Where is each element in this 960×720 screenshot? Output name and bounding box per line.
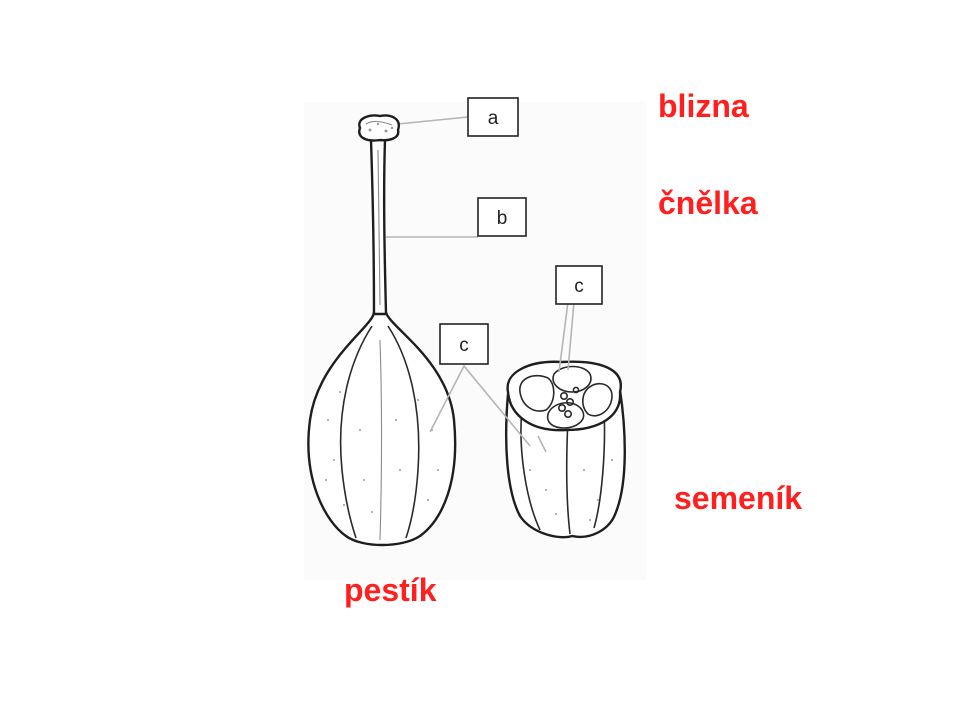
leader-line-a	[398, 117, 468, 124]
stigma-dot	[369, 129, 372, 132]
term-style: čnělka	[658, 185, 758, 221]
label-letter-c-right: c	[574, 276, 584, 297]
label-letter-b: b	[496, 208, 508, 229]
ovary-cross-section	[506, 362, 625, 537]
stigma-dot	[377, 123, 379, 125]
label-letter-c-left: c	[459, 335, 469, 356]
term-pistil: pestík	[344, 572, 437, 608]
label-box-c-left	[440, 324, 488, 364]
leader-line-c-right-2	[568, 302, 574, 370]
stigma-dot	[385, 130, 388, 133]
label-letter-a: a	[487, 108, 499, 129]
label-box-b	[478, 198, 526, 236]
term-ovary: semeník	[674, 480, 803, 516]
term-stigma: blizna	[658, 88, 749, 124]
label-box-a	[468, 98, 518, 136]
label-box-c-right	[556, 266, 602, 304]
section-rim	[508, 362, 621, 430]
stigma-dot	[391, 127, 393, 129]
